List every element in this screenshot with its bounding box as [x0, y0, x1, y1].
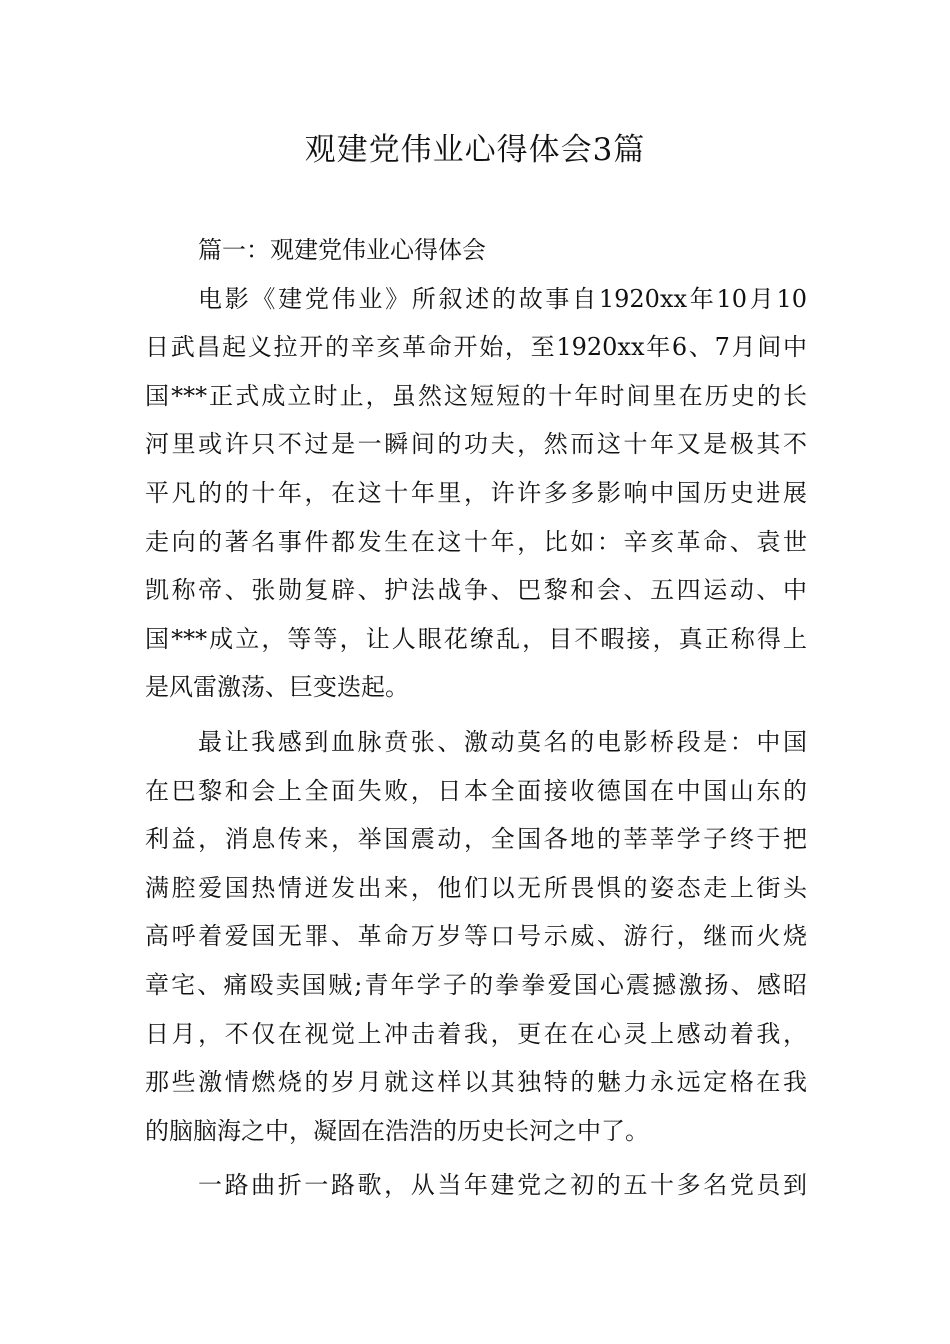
paragraph-line: 国***正式成立时止，虽然这短短的十年时间里在历史的长 [145, 381, 807, 410]
document-body [145, 226, 807, 1210]
paragraph-line: 国***成立，等等，让人眼花缭乱，目不暇接，真正称得上 [145, 624, 807, 653]
paragraph-line: 日月，不仅在视觉上冲击着我，更在在心灵上感动着我， [145, 1019, 807, 1048]
paragraph-line: 的脑脑海之中，凝固在浩浩的历史长河之中了。 [145, 1116, 649, 1145]
paragraph-line: 电影《建党伟业》所叙述的故事自1920xx年10月10 [198, 284, 807, 313]
paragraph-line: 是风雷激荡、巨变迭起。 [145, 673, 409, 702]
paragraph-3 [145, 1161, 807, 1210]
paragraph-2 [145, 718, 807, 1155]
paragraph-line: 那些激情燃烧的岁月就这样以其独特的魅力永远定格在我 [145, 1068, 807, 1097]
paragraph-line: 凯称帝、张勋复辟、护法战争、巴黎和会、五四运动、中 [145, 576, 807, 605]
paragraph-line: 河里或许只不过是一瞬间的功夫，然而这十年又是极其不 [145, 430, 807, 459]
paragraph-line: 满腔爱国热情迸发出来，他们以无所畏惧的姿态走上街头 [145, 873, 807, 902]
paragraph-line: 平凡的的十年，在这十年里，许许多多影响中国历史进展 [145, 478, 807, 507]
paragraph-1 [145, 275, 807, 712]
section-heading: 篇一：观建党伟业心得体会 [198, 236, 486, 264]
paragraph-line: 最让我感到血脉贲张、激动莫名的电影桥段是：中国 [198, 727, 807, 756]
paragraph-line: 在巴黎和会上全面失败，日本全面接收德国在中国山东的 [145, 776, 807, 805]
paragraph-line: 一路曲折一路歌，从当年建党之初的五十多名党员到 [198, 1171, 807, 1200]
paragraph-line: 日武昌起义拉开的辛亥革命开始，至1920xx年6、7月间中 [145, 333, 807, 362]
paragraph-line: 高呼着爱国无罪、革命万岁等口号示威、游行，继而火烧 [145, 922, 807, 951]
document-title: 观建党伟业心得体会3篇 [304, 132, 646, 168]
paragraph-line: 走向的著名事件都发生在这十年，比如：辛亥革命、袁世 [145, 527, 807, 556]
paragraph-line: 利益，消息传来，举国震动，全国各地的莘莘学子终于把 [145, 825, 807, 854]
paragraph-line: 章宅、痛殴卖国贼;青年学子的拳拳爱国心震撼激扬、感昭 [145, 970, 807, 999]
